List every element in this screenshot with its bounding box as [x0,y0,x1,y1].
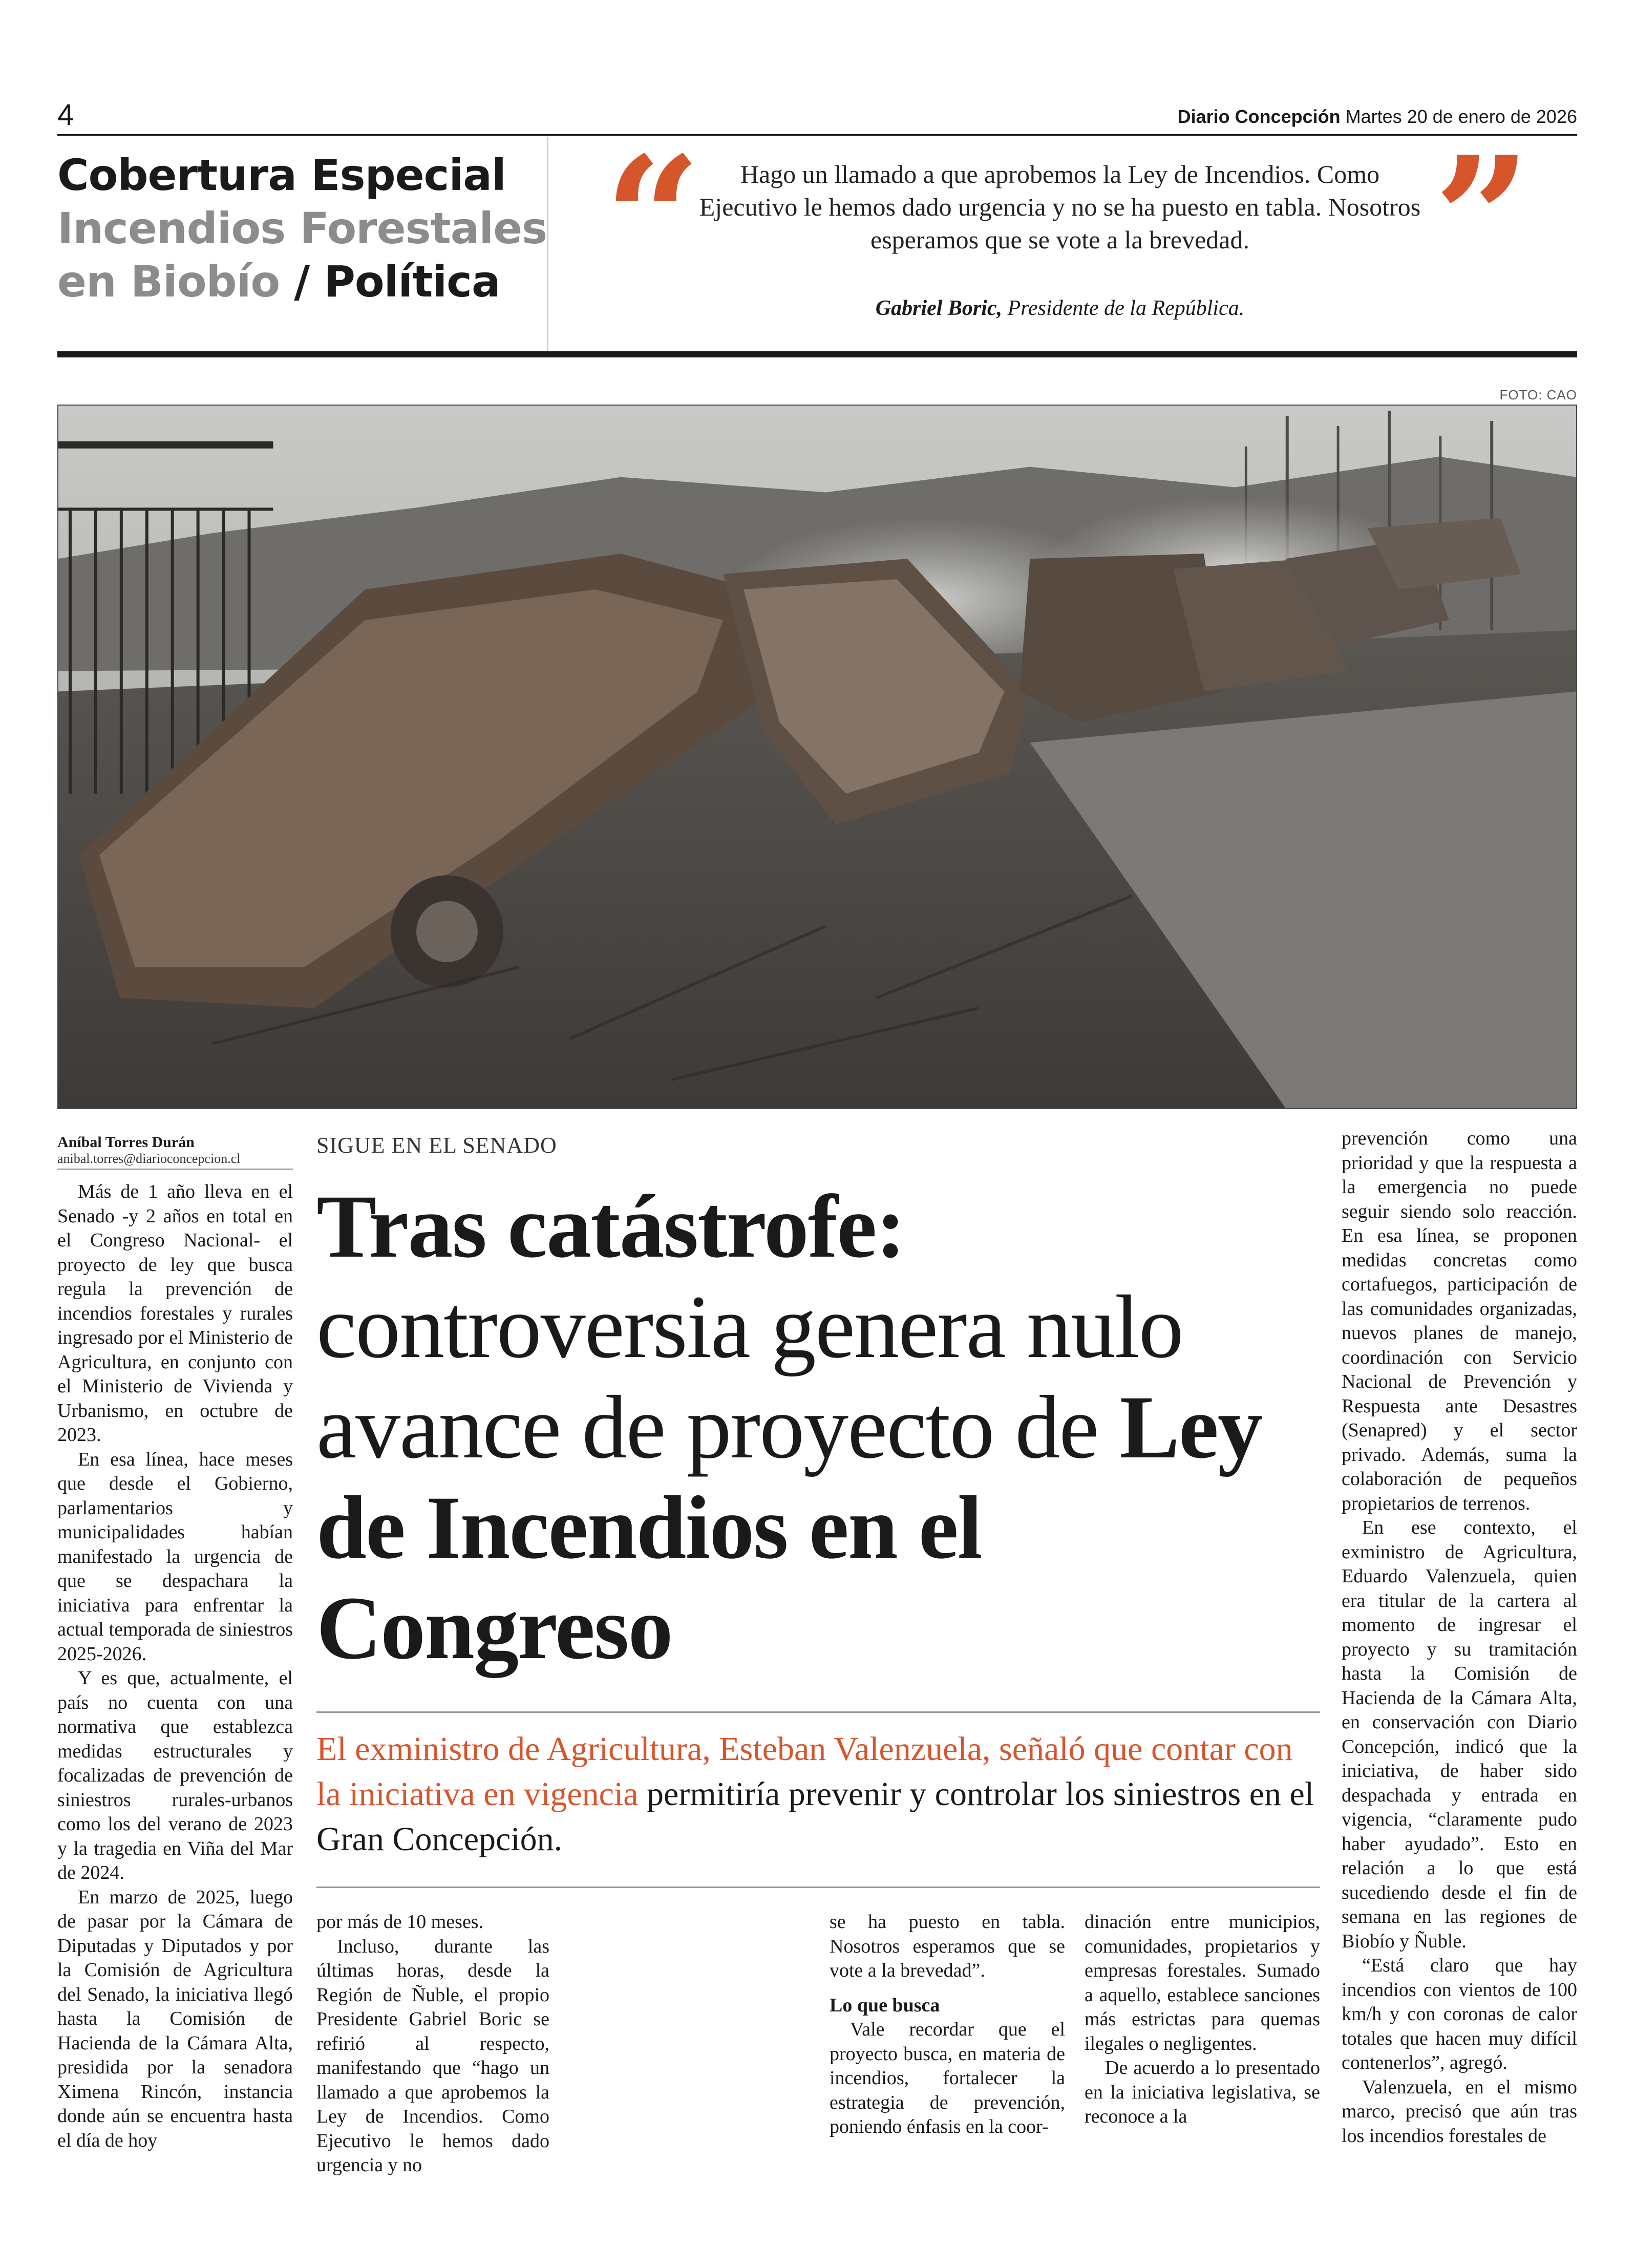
paragraph: Más de 1 año lleva en el Senado -y 2 años en total en el Congreso Nacional- el proyecto de ley que busca regula la prevención de incendios forestales y rurales ingresado por el Ministerio de Agricultura, en conjunto con el Ministerio de Vivienda y Urbanismo, en octubre de 2023. [57,1181,293,1446]
article-headline [316,1177,1320,1679]
deck-bottom-rule [316,1887,1320,1888]
section-title-line2: Incendios Forestales [57,203,547,253]
article-column-4 [1085,1910,1320,2129]
deck-rest: permitiría prevenir y controlar los siniestros en el Gran Concepción. [316,1775,1314,1858]
deck-highlight: El exministro de Agricultura, Esteban Valenzuela, señaló que contar con la iniciativa en vigencia [316,1730,1293,1813]
quote-open-mark: “ [604,119,702,318]
article-column-1 [57,1180,293,2153]
deck-top-rule [316,1711,1320,1713]
subheading: Lo que busca [830,1994,940,2016]
pull-quote-attribution [696,294,1423,323]
paragraph: De acuerdo a lo presentado en la iniciativa legislativa, se reconoce a la [1085,2057,1320,2127]
newspaper-name[interactable]: Diario Concepción [1177,106,1341,127]
paragraph: se ha puesto en tabla. Nosotros esperamos que se vote a la brevedad”. [830,1911,1065,1981]
quote-author-name: Gabriel Boric, [875,296,1003,320]
header-divider [547,137,548,351]
header-thick-rule [57,351,1577,357]
author-email[interactable]: anibal.torres@diarioconcepcion.cl [57,1151,241,1166]
section-title-block [57,149,549,308]
paragraph: En ese contexto, el exministro de Agricultura, Eduardo Valenzuela, quien era titular de la cartera al momento de ingresar el proyecto y su tramitación hasta la Comisión de Hacienda de la Cámara Alta, en conservación con Diario Concepción, indicó que la iniciativa, de haber sido despachada y entrada en vigencia, “claramente pudo haber ayudado”. Esto en relación a lo que está sucediendo desde el fin de semana en las regiones de Biobío y Ñuble. [1342,1517,1577,1952]
quote-author-role: Presidente de la República. [1002,296,1245,320]
section-title-line1: Cobertura Especial [57,150,506,200]
paragraph: por más de 10 meses. [316,1911,484,1933]
burned-cars-illustration [58,406,1576,1108]
article-kicker: SIGUE EN EL SENADO [316,1133,557,1158]
headline-part-regular: controversia genera nulo avance de proyecto de [316,1277,1183,1477]
pull-quote-text: Hago un llamado a que aprobemos la Ley de Incendios. Como Ejecutivo le hemos dado urgencia y no se ha puesto en tabla. Nosotros esperamos que se vote a la brevedad. [699,160,1421,254]
paragraph: En esa línea, hace meses que desde el Gobierno, parlamentarios y municipalidades habían manifestado la urgencia de que se despachara la iniciativa para enfrentar la actual temporada de siniestros 2025-2026. [57,1448,293,1665]
page-number: 4 [57,98,74,132]
paragraph: Y es que, actualmente, el país no cuenta con una normativa que establezca medidas estructurales y focalizadas de prevención de siniestros rurales-urbanos como los del verano de 2023 y la tragedia en Viña del Mar de 2024. [57,1667,293,1883]
lead-photo[interactable] [57,405,1577,1109]
paragraph: “Está claro que hay incendios con vientos de 100 km/h y con coronas de calor totales que hacen muy difícil contenerlos”, agregó. [1342,1955,1577,2073]
section-topic: Política [324,257,500,307]
section-separator: / [280,257,324,307]
paragraph: dinación entre municipios, comunidades, propietarios y empresas forestales. Sumado a aquello, establece sanciones más estrictas para quemas ilegales o negligentes. [1085,1911,1320,2054]
paragraph: Valenzuela, en el mismo marco, precisó que aún tras los incendios forestales de [1342,2076,1577,2147]
paragraph: Incluso, durante las últimas horas, desde la Región de Ñuble, el propio Presidente Gabriel Boric se refirió al respecto, manifestando que “hago un llamado a que aprobemos la Ley de Incendios. Como Ejecutivo le hemos dado urgencia y no [316,1935,549,2176]
header-rule [57,134,1577,136]
headline-part-bold-1: Tras catástrofe: [316,1177,905,1277]
issue-date: Martes 20 de enero de 2026 [1345,106,1577,127]
article-column-2 [316,1910,549,2178]
paragraph: En marzo de 2025, luego de pasar por la Cámara de Diputadas y Diputados y por la Comisión de Agricultura del Senado, la iniciativa llegó hasta la Comisión de Hacienda de la Cámara Alta, presidida por la senadora Ximena Rincón, instancia donde aún se encuentra hasta el día de hoy [57,1886,293,2151]
article-column-5 [1342,1127,1577,2148]
paragraph: prevención como una prioridad y que la respuesta a la emergencia no puede seguir siendo solo reacción. En esa línea, se proponen medidas concretas como cortafuegos, participación de las comunidades organizadas, nuevos planes de manejo, coordinación con Servicio Nacional de Prevención y Respuesta ante Desastres (Senapred) y el sector privado. Además, suma la colaboración de pequeños propietarios de terrenos. [1342,1128,1577,1514]
photo-credit: FOTO: CAO [1499,387,1577,402]
paragraph: Vale recordar que el proyecto busca, en materia de incendios, fortalecer la estrategia de prevención, poniendo énfasis en la coor- [830,2019,1065,2137]
headline-part-bold-2: Ley de Incendios en el Congreso [316,1377,1262,1678]
author-name: Aníbal Torres Durán [57,1134,195,1151]
article-column-3 [830,1910,1065,2139]
quote-close-mark: ” [1434,119,1531,318]
article-deck [316,1727,1320,1862]
section-region: en Biobío [57,257,280,307]
section-title-line3 [57,255,549,308]
byline [57,1134,293,1170]
